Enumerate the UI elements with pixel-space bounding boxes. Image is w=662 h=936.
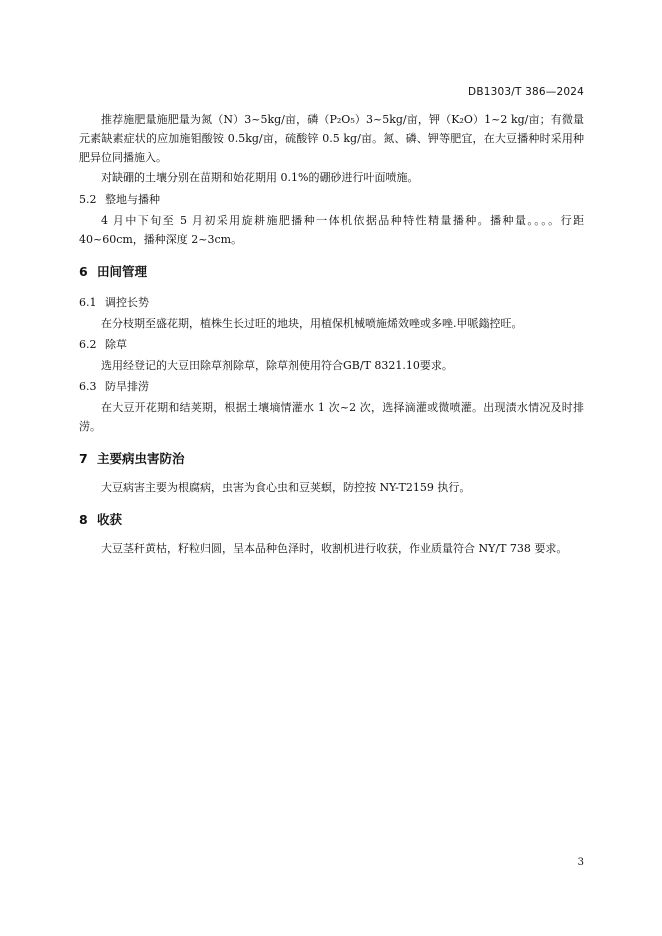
section-6-heading — [79, 262, 584, 282]
section-8-heading — [79, 510, 584, 530]
section-7-heading — [79, 449, 584, 469]
section-title: 主要病虫害防治 — [97, 451, 185, 466]
paragraph-harvest: 大豆茎秆黄枯，籽粒归圆，呈本品种色泽时，收割机进行收获，作业质量符合 NY/T 738 要求。 — [101, 542, 568, 555]
section-number: 7 — [79, 451, 88, 466]
subsection-title: 除草 — [105, 338, 127, 351]
paragraph-fertilizer-rate: 推荐施肥量施肥量为氮（N）3~5kg/亩，磷（P₂O₅）3~5kg/亩，钾（K₂O）1~2 kg/亩；有微量元素缺素症状的应加施钼酸铵 0.5kg/亩，硫酸锌 0.5 kg/亩。氮、磷、钾等肥宜，在大豆播种时采用种肥异位同播施入。 — [79, 113, 584, 164]
subsection-title: 防旱排涝 — [105, 380, 149, 393]
subsection-6-1 — [79, 293, 584, 312]
subsection-title: 调控长势 — [105, 296, 149, 309]
document-body — [79, 110, 584, 558]
subsection-6-3 — [79, 377, 584, 396]
section-number: 8 — [79, 512, 88, 527]
subsection-5-2 — [79, 190, 584, 209]
paragraph-boron-spray: 对缺硼的土壤分别在苗期和始花期用 0.1%的硼砂进行叶面喷施。 — [101, 171, 419, 184]
paragraph-growth-control: 在分枝期至盛花期，植株生长过旺的地块，用植保机械喷施烯效唑或多唑.甲哌鎓控旺。 — [101, 317, 523, 330]
subsection-number: 5.2 — [79, 193, 97, 206]
page-number: 3 — [577, 857, 584, 868]
subsection-number: 6.3 — [79, 380, 97, 393]
subsection-6-2 — [79, 335, 584, 354]
section-title: 收获 — [97, 512, 123, 527]
paragraph-irrigation: 在大豆开花期和结荚期，根据土壤墒情灌水 1 次~2 次，选择滴灌或微喷灌。出现渍水情况及时排涝。 — [79, 401, 584, 433]
paragraph-weeding: 选用经登记的大豆田除草剂除草，除草剂使用符合GB/T 8321.10要求。 — [101, 359, 453, 372]
paragraph-sowing: 4 月中下旬至 5 月初采用旋耕施肥播种一体机依据品种特性精量播种。播种量。。。。行距 40~60cm，播种深度 2~3cm。 — [79, 214, 584, 246]
paragraph-pest-control: 大豆病害主要为根腐病，虫害为食心虫和豆荚螟，防控按 NY-T2159 执行。 — [101, 481, 471, 494]
subsection-number: 6.2 — [79, 338, 97, 351]
section-number: 6 — [79, 264, 88, 279]
subsection-title: 整地与播种 — [105, 193, 160, 206]
doc-code: DB1303/T 386—2024 — [468, 86, 584, 98]
section-title: 田间管理 — [97, 264, 148, 279]
subsection-number: 6.1 — [79, 296, 97, 309]
